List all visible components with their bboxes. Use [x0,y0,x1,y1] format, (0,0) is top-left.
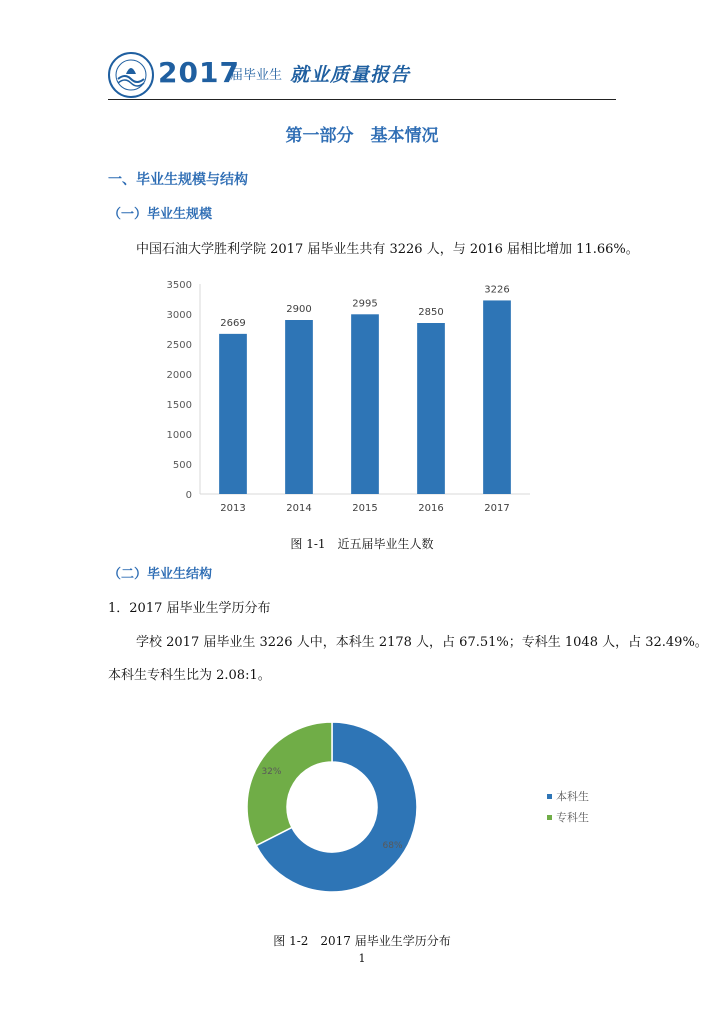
legend-label: 专科生 [556,811,589,824]
y-tick-label: 500 [172,460,192,471]
figure1-caption: 图 1-1 近五届毕业生人数 [290,537,434,551]
structure-paragraph-line2: 本科生专科生比为 2.08:1。 [108,668,271,683]
graduates-bar-chart [150,272,540,522]
x-tick-label: 2013 [220,503,246,514]
bar-data-label: 2669 [220,317,246,329]
header-divider [108,99,616,100]
y-tick-label: 1000 [166,430,192,441]
figure2-caption: 图 1-2 2017 届毕业生学历分布 [273,934,451,948]
page-number: 1 [358,952,366,965]
header-title: 就业质量报告 [290,64,411,86]
scale-paragraph: 中国石油大学胜利学院 2017 届毕业生共有 3226 人，与 2016 届相比增加 11.66%。 [136,242,639,257]
bar-data-label: 2900 [286,304,312,315]
slice-data-label: 32% [261,766,282,777]
structure-paragraph-line1: 学校 2017 届毕业生 3226 人中，本科生 2178 人，占 67.51%；专科生 1048 人，占 32.49%。 [136,635,708,650]
header-subtitle: 届毕业生 [230,68,283,83]
part-title: 第一部分 基本情况 [285,126,439,146]
list-item-education: 1．2017 届毕业生学历分布 [108,601,271,616]
school-logo [108,52,154,98]
subsection-heading-structure: （二）毕业生结构 [108,567,213,582]
bar [483,300,511,494]
x-tick-label: 2015 [352,503,378,514]
slice-data-label: 68% [382,841,403,852]
x-tick-label: 2017 [484,503,510,514]
header-year: 2017 [158,56,240,89]
legend-swatch [547,815,552,820]
bar-data-label: 3226 [484,284,510,296]
y-tick-label: 3000 [166,310,192,321]
bar [417,323,445,494]
bar-data-label: 2850 [418,307,444,318]
bar-data-label: 2995 [352,298,378,310]
subsection-heading-scale: （一）毕业生规模 [108,207,213,222]
legend-swatch [547,794,552,799]
y-tick-label: 2000 [166,370,192,381]
bar [219,334,247,494]
y-tick-label: 0 [185,490,192,501]
section-heading: 一、毕业生规模与结构 [108,172,248,188]
education-donut-chart [230,710,630,910]
y-tick-label: 2500 [166,340,192,351]
bar [285,320,313,494]
y-tick-label: 3500 [166,280,192,291]
y-tick-label: 1500 [166,400,192,411]
legend-label: 本科生 [556,790,589,803]
bar [351,314,379,494]
x-tick-label: 2016 [418,503,444,514]
donut-slice [247,722,332,846]
x-tick-label: 2014 [286,503,312,514]
